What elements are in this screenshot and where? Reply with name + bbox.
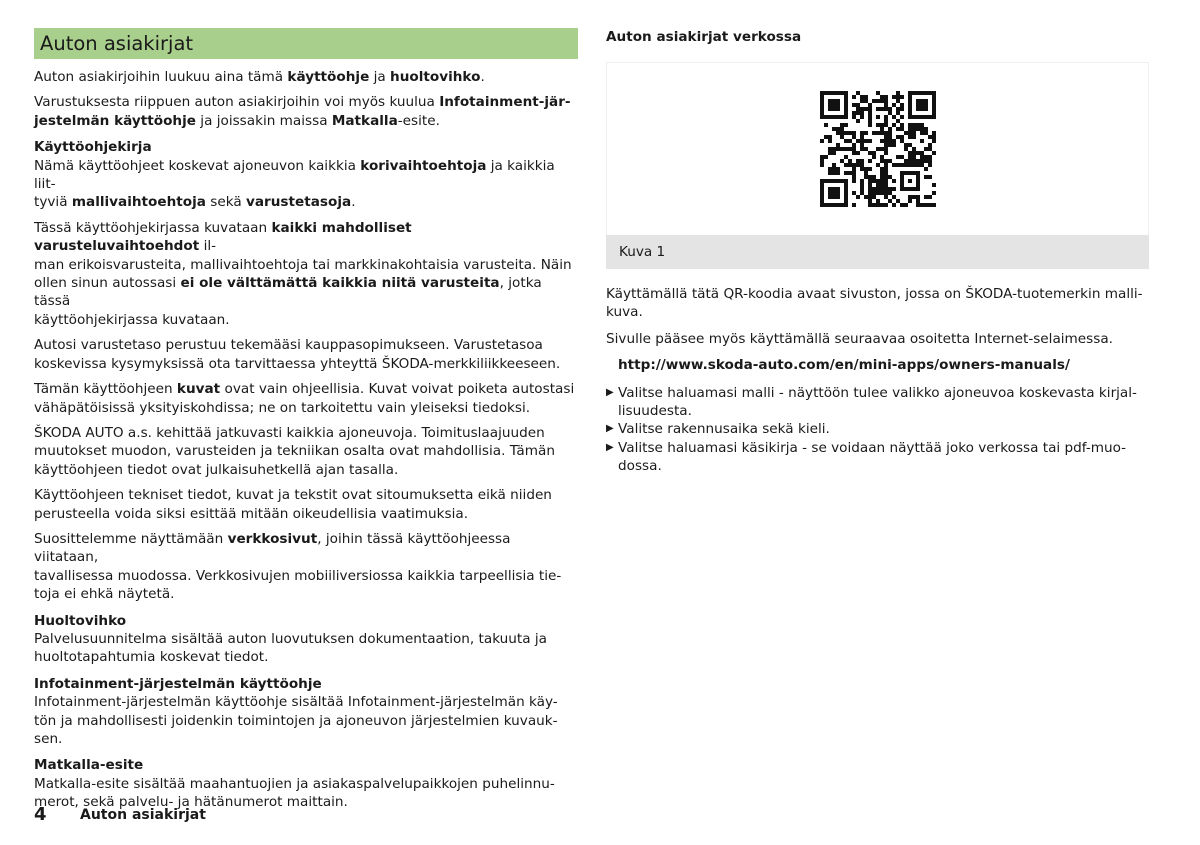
footer-section-title: Auton asiakirjat [80, 807, 206, 823]
skoda-development-paragraph: ŠKODA AUTO a.s. kehittää jatkuvasti kaikkia ajoneuvoja. Toimituslaajuuden muutokset muodon, varusteiden ja tekniikan osalta ovat mahdollisia. Tämän käyttöohjeen tiedot ovat julkaisuhetkellä ajan tasalla. [34, 424, 555, 478]
qr-code-icon [820, 91, 936, 207]
section-title: Auton asiakirjat [40, 32, 194, 55]
websites-paragraph: Suosittelemme näyttämään verkkosivut, joihin tässä käyttöohjeessa viitataan, tavallisessa muodossa. Verkkosivujen mobiiliversiossa kaikkia tarpeellisia tie- toja ei ehkä näytetä. [34, 530, 562, 603]
online-docs-heading: Auton asiakirjat verkossa [606, 29, 802, 45]
heading-infotainment: Infotainment-järjestelmän käyttöohje [34, 675, 322, 692]
list-item: ▶ Valitse haluamasi käsikirja - se voidaan näyttää joko verkossa tai pdf-muo- dossa. [606, 439, 1127, 475]
infotainment-paragraph: Infotainment-järjestelmän käyttöohje sisältää Infotainment-järjestelmän käy- tön ja mahdollisesti joidenkin toimintojen ja ajoneuvon järjestelmien kuvauk- sen. [34, 694, 558, 747]
browser-instruction: Sivulle pääsee myös käyttämällä seuraavaa osoitetta Internet-selaimessa. [606, 330, 1113, 347]
intro-paragraph: Auton asiakirjoihin luukuu aina tämä käyttöohje ja huoltovihko. [34, 69, 485, 85]
images-paragraph: Tämän käyttöohjeen kuvat ovat vain ohjeellisia. Kuvat voivat poiketa autostasi vähäpätöisissä yksityiskohdissa; ne on tarkoitettu vain yleiseksi tiedoksi. [34, 381, 575, 416]
arrow-right-icon: ▶ [606, 423, 614, 435]
section-title-bar [34, 28, 578, 59]
technical-data-paragraph: Käyttöohjeen tekniset tiedot, kuvat ja tekstit ovat sitoumuksetta eikä niiden perusteella voida siksi esittää mitään oikeudellisia vaatimuksia. [34, 487, 552, 522]
matkalla-paragraph: Matkalla-esite sisältää maahantuojien ja asiakaspalvelupaikkojen puhelinnu- merot, sekä palvelu- ja hätänumerot maittain. [34, 775, 555, 811]
variants-paragraph: Tässä käyttöohjekirjassa kuvataan kaikki mahdolliset varusteluvaihtoehdot il- man erikoisvarusteita, mallivaihtoehtoja tai markkinakohtaisia varusteita. Näin ollen sinun autossasi ei ole välttämättä kaikkia niitä varusteita, jotka tässä käyttöohjekirjassa kuvataan. [34, 219, 572, 328]
right-body [606, 285, 1151, 476]
arrow-right-icon: ▶ [606, 386, 614, 398]
kayttoohjekirja-paragraph: Nämä käyttöohjeet koskevat ajoneuvon kaikkia korivaihtoehtoja ja kaikkia liit- tyviä mallivaihtoehtoja sekä varustetasoja. [34, 157, 555, 211]
list-item: ▶ Valitse rakennusaika sekä kieli. [606, 421, 830, 438]
owners-manual-url[interactable]: http://www.skoda-auto.com/en/mini-apps/owners-manuals/ [618, 357, 1070, 374]
steps-list [606, 384, 1151, 476]
figure-box [606, 62, 1149, 236]
arrow-right-icon: ▶ [606, 441, 614, 453]
qr-description: Käyttämällä tätä QR-koodia avaat sivuston, jossa on ŠKODA-tuotemerkin malli- kuva. [606, 286, 1143, 321]
figure-caption: Kuva 1 [606, 235, 1149, 269]
huoltovihko-paragraph: Palvelusuunnitelma sisältää auton luovutuksen dokumentaation, takuuta ja huoltotapahtumia koskevat tiedot. [34, 630, 547, 666]
equipment-paragraph: Varustuksesta riippuen auton asiakirjoihin voi myös kuulua Infotainment-jär- jestelmän käyttöohje ja joissakin maissa Matkalla-esite. [34, 94, 571, 129]
page-number: 4 [34, 804, 47, 825]
heading-kayttoohjekirja: Käyttöohjekirja [34, 139, 152, 156]
trim-level-paragraph: Autosi varustetaso perustuu tekemääsi kauppasopimukseen. Varustetasoa koskevissa kysymyksissä ota tarvittaessa yhteyttä ŠKODA-merkkiliikkeeseen. [34, 337, 561, 372]
heading-matkalla: Matkalla-esite [34, 757, 144, 774]
list-item: ▶ Valitse haluamasi malli - näyttöön tulee valikko ajoneuvoa koskevasta kirjal- lisuudesta. [606, 384, 1137, 420]
left-column [34, 28, 578, 812]
heading-huoltovihko: Huoltovihko [34, 612, 127, 629]
right-column [606, 28, 1149, 46]
